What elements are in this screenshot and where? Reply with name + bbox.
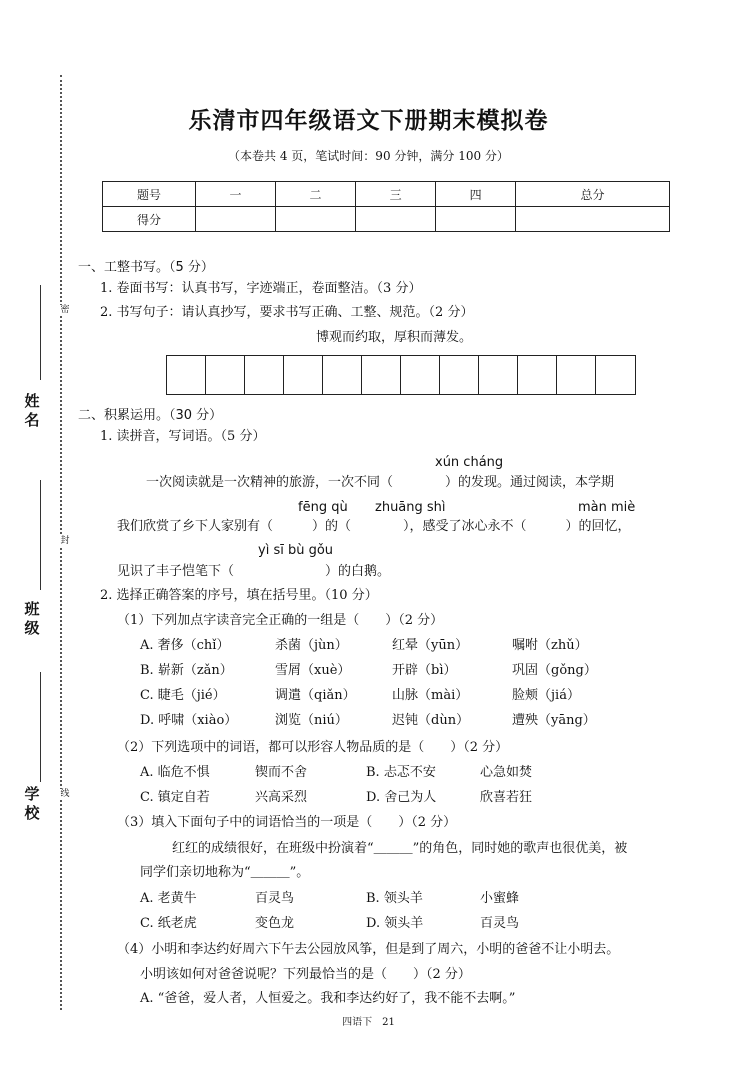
grid-cell[interactable]: [557, 356, 596, 394]
option-item: A. 奢侈（chǐ）: [140, 638, 230, 653]
score-table-score-row: [103, 207, 670, 232]
option-item: 遭殃（yāng）: [512, 713, 596, 728]
grid-cell[interactable]: [362, 356, 401, 394]
grid-cell[interactable]: [596, 356, 635, 394]
pinyin-line-2: 我们欣赏了乡下人家别有（ ）的（ ），感受了冰心永不（ ）的回忆，: [117, 519, 631, 534]
pinyin-line-1: 一次阅读就是一次精神的旅游，一次不同（ ）的发现。通过阅读，本学期: [146, 475, 615, 490]
copy-sentence: 博观而约取，厚积而薄发。: [316, 330, 473, 345]
option-item: 脸颊（jiá）: [512, 688, 580, 703]
score-header-cell: 总分: [516, 182, 670, 207]
section-1-q2: 2. 书写句子：请认真抄写，要求书写正确、工整、规范。（2 分）: [100, 305, 474, 320]
option-item: 山脉（mài）: [392, 688, 469, 703]
grid-cell[interactable]: [245, 356, 284, 394]
seal-mark-xian: 线: [60, 789, 70, 799]
option-item: 心急如焚: [480, 765, 533, 780]
option-item: A. 老黄牛: [140, 891, 197, 906]
seal-mark-feng: 封: [60, 536, 70, 546]
score-header-cell: 题号: [103, 182, 196, 207]
score-table-header-row: [103, 182, 670, 207]
section-2-q2: 2. 选择正确答案的序号，填在括号里。（10 分）: [100, 588, 378, 603]
section-2-q1: 1. 读拼音，写词语。（5 分）: [100, 429, 266, 444]
score-row-label: 得分: [103, 207, 196, 232]
section-1-q1: 1. 卷面书写：认真书写，字迹端正，卷面整洁。（3 分）: [100, 281, 422, 296]
grid-cell[interactable]: [284, 356, 323, 394]
score-cell[interactable]: [276, 207, 356, 232]
option-item: 红晕（yūn）: [392, 638, 469, 653]
name-write-line[interactable]: [40, 285, 41, 380]
section-2-heading: 二、积累运用。（30 分）: [78, 408, 223, 423]
grid-cell[interactable]: [479, 356, 518, 394]
option-item: D. 呼啸（xiào）: [140, 713, 238, 728]
class-write-line[interactable]: [40, 480, 41, 590]
score-header-cell: 一: [196, 182, 276, 207]
grid-cell[interactable]: [206, 356, 245, 394]
grid-cell[interactable]: [167, 356, 206, 394]
grid-cell[interactable]: [440, 356, 479, 394]
pinyin-2a: fēng qù: [298, 500, 348, 515]
question-2-3: （3）填入下面句子中的词语恰当的一项是（ ）（2 分）: [117, 815, 457, 830]
page-title: 乐清市四年级语文下册期末模拟卷: [188, 107, 549, 134]
seal-mark-mi: 密: [60, 305, 70, 315]
option-item: 百灵鸟: [480, 916, 520, 931]
option-item: C. 纸老虎: [140, 916, 197, 931]
score-cell[interactable]: [196, 207, 276, 232]
option-item: C. 睫毛（jié）: [140, 688, 226, 703]
pinyin-1: xún cháng: [435, 455, 504, 470]
option-item: 百灵鸟: [255, 891, 295, 906]
option-item: 小蜜蜂: [480, 891, 520, 906]
page-subtitle: （本卷共 4 页，笔试时间：90 分钟，满分 100 分）: [228, 149, 509, 163]
score-cell[interactable]: [516, 207, 670, 232]
question-2-4: （4）小明和李达约好周六下午去公园放风筝，但是到了周六，小明的爸爸不让小明去。: [117, 942, 620, 957]
option-item: 巩固（gǒng）: [512, 663, 597, 678]
option-item: 变色龙: [255, 916, 295, 931]
option-item: C. 镇定自若: [140, 790, 210, 805]
option-item: D. 舍己为人: [366, 790, 437, 805]
name-label: 姓名: [24, 392, 40, 429]
question-2-4-line-2: 小明该如何对爸爸说呢？下列最恰当的是（ ）（2 分）: [140, 967, 471, 982]
class-label: 班级: [24, 600, 40, 637]
option-item: 兴高采烈: [255, 790, 308, 805]
question-2-3-text-1: 红红的成绩很好，在班级中扮演着“＿＿＿”的角色，同时她的歌声也很优美，被: [172, 841, 628, 856]
option-item: 浏览（niú）: [275, 713, 348, 728]
school-label: 学校: [24, 785, 40, 822]
option-item: 开辟（bì）: [392, 663, 457, 678]
question-2-1: （1）下列加点字读音完全正确的一组是（ ）（2 分）: [117, 613, 444, 628]
score-header-cell: 三: [356, 182, 436, 207]
pinyin-3: yì sī bù gǒu: [258, 543, 334, 558]
pinyin-line-3: 见识了丰子恺笔下（ ）的白鹅。: [117, 564, 391, 579]
option-item: 迟钝（dùn）: [392, 713, 470, 728]
option-item: A. 临危不惧: [140, 765, 210, 780]
pinyin-2b: zhuāng shì: [375, 500, 446, 515]
option-item: 嘱咐（zhǔ）: [512, 638, 588, 653]
score-header-cell: 四: [436, 182, 516, 207]
page-footer: 四语下 21: [342, 1017, 395, 1028]
writing-grid[interactable]: [166, 355, 636, 395]
school-write-line[interactable]: [40, 672, 41, 782]
option-item: 调遣（qiǎn）: [275, 688, 356, 703]
option-item: 雪屑（xuè）: [275, 663, 351, 678]
grid-cell[interactable]: [401, 356, 440, 394]
score-table: [102, 181, 670, 232]
score-cell[interactable]: [356, 207, 436, 232]
score-header-cell: 二: [276, 182, 356, 207]
score-cell[interactable]: [436, 207, 516, 232]
option-item: 锲而不舍: [255, 765, 308, 780]
option-item: B. 领头羊: [366, 891, 423, 906]
option-item: D. 领头羊: [366, 916, 424, 931]
option-item: 杀菌（jùn）: [275, 638, 348, 653]
option-item: B. 忐忑不安: [366, 765, 436, 780]
question-2-2: （2）下列选项中的词语，都可以形容人物品质的是（ ）（2 分）: [117, 740, 509, 755]
question-2-3-text-2: 同学们亲切地称为“＿＿＿”。: [140, 865, 310, 880]
section-1-heading: 一、工整书写。（5 分）: [78, 260, 214, 275]
question-2-4-option-a: A. “爸爸，爱人者，人恒爱之。我和李达约好了，我不能不去啊。”: [140, 991, 516, 1006]
grid-cell[interactable]: [518, 356, 557, 394]
option-item: B. 崭新（zǎn）: [140, 663, 233, 678]
pinyin-2c: màn miè: [578, 500, 636, 515]
grid-cell[interactable]: [323, 356, 362, 394]
option-item: 欣喜若狂: [480, 790, 533, 805]
